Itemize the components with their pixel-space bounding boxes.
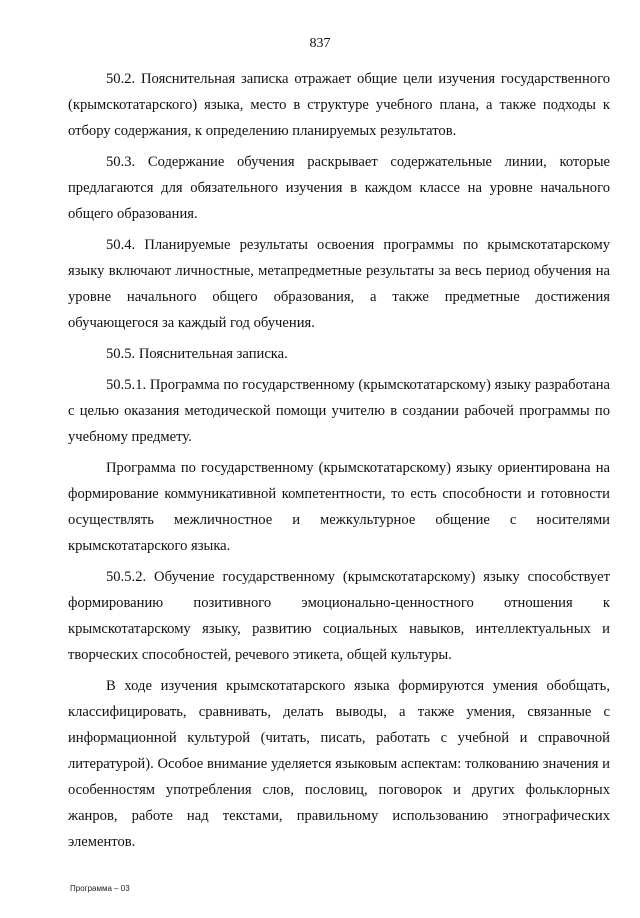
paragraph-50-5-2: 50.5.2. Обучение государственному (крымскотатарскому) языку способствует формированию позитивного эмоционально-ценностного отношения к крымскотатарскому языку, развитию социальных навыков, интеллектуальных и творческих способностей, речевого этикета, общей культуры.: [68, 569, 610, 663]
page-number: 837: [309, 36, 331, 51]
paragraph-50-3: 50.3. Содержание обучения раскрывает содержательные линии, которые предлагаются для обязательного изучения в каждом классе на уровне начального общего образования.: [68, 154, 610, 222]
footer-label: Программа – 03: [70, 884, 130, 893]
paragraph-program-orientation: Программа по государственному (крымскотатарскому) языку ориентирована на формирование коммуникативной компетентности, то есть способности и готовности осуществлять межличностное и межкультурное общение с носителями крымскотатарского языка.: [68, 460, 610, 554]
paragraph-50-5: 50.5. Пояснительная записка.: [106, 346, 288, 362]
paragraph-50-2: 50.2. Пояснительная записка отражает общие цели изучения государственного (крымскотатарского) языка, место в структуре учебного плана, а также подходы к отбору содержания, к определению планируемых результатов.: [68, 71, 610, 139]
document-body: [68, 66, 610, 860]
paragraph-50-4: 50.4. Планируемые результаты освоения программы по крымскотатарскому языку включают личностные, метапредметные результаты за весь период обучения на уровне начального общего образования, а также предметные достижения обучающегося за каждый год обучения.: [68, 237, 610, 331]
paragraph-50-5-1: 50.5.1. Программа по государственному (крымскотатарскому) языку разработана с целью оказания методической помощи учителю в создании рабочей программы по учебному предмету.: [68, 377, 610, 445]
paragraph-skills-formation: В ходе изучения крымскотатарского языка формируются умения обобщать, классифицировать, сравнивать, делать выводы, а также умения, связанные с информационной культурой (читать, писать, работать с учебной и справочной литературой). Особое внимание уделяется языковым аспектам: толкованию значения и особенностям употребления слов, пословиц, поговорок и других фольклорных жанров, работе над текстами, правильному использованию этнографических элементов.: [68, 678, 610, 850]
